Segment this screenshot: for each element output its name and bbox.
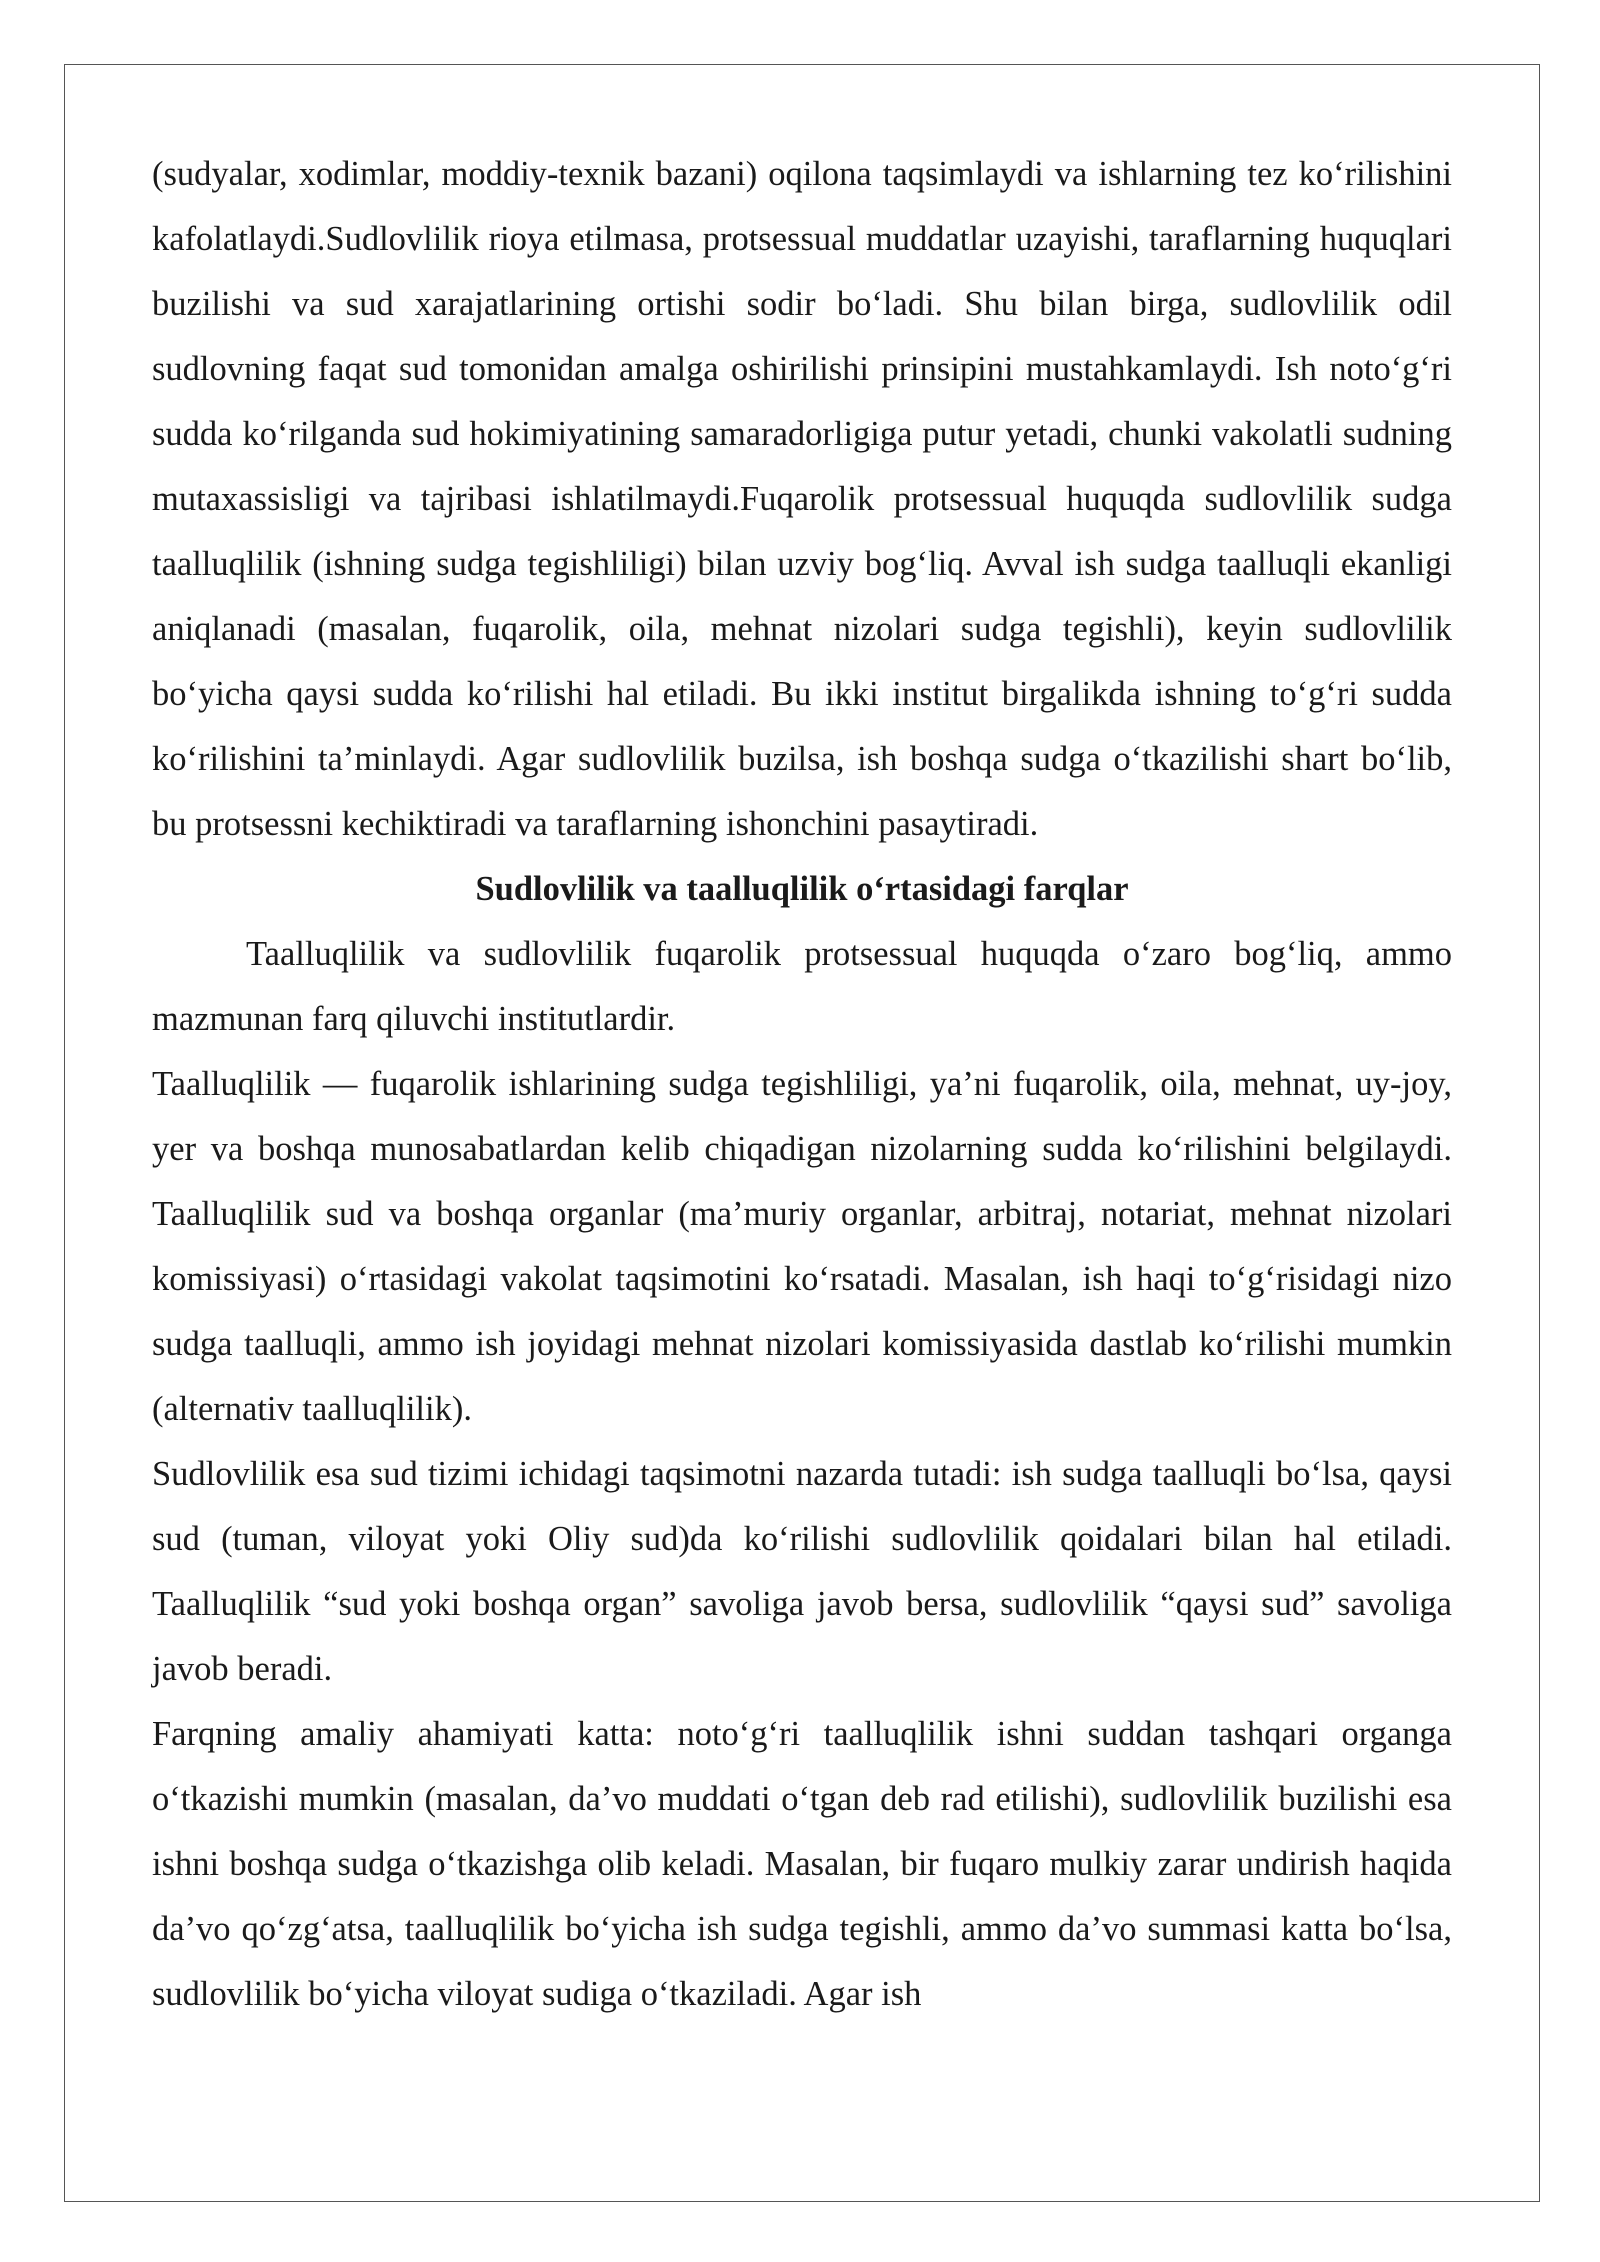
section-heading: Sudlovlilik va taalluqlilik o‘rtasidagi farqlar [475,870,1129,908]
paragraph-intro: Taalluqlilik va sudlovlilik fuqarolik protsessual huquqda o‘zaro bog‘liq, ammo mazmunan farq qiluvchi institutlardir. [152,935,1452,1038]
paragraph-taalluqlilik: Taalluqlilik — fuqarolik ishlarining sudga tegishliligi, ya’ni fuqarolik, oila, mehnat, uy-joy, yer va boshqa munosabatlardan kelib chiqadigan nizolarning sudda ko‘rilishini belgilaydi. Taalluqlilik sud va boshqa organlar (ma’muriy organlar, arbitraj, notariat, mehnat nizolari komissiyasi) o‘rtasidagi vakolat taqsimotini ko‘rsatadi. Masalan, ish haqi to‘g‘risidagi nizo sudga taalluqli, ammo ish joyidagi mehnat nizolari komissiyasida dastlab ko‘rilishi mumkin (alternativ taalluqlilik). [152,1065,1452,1428]
document-body [152,142,1452,2027]
paragraph-sudlovlilik: Sudlovlilik esa sud tizimi ichidagi taqsimotni nazarda tutadi: ish sudga taalluqli bo‘lsa, qaysi sud (tuman, viloyat yoki Oliy sud)da ko‘rilishi sudlovlilik qoidalari bilan hal etiladi. Taalluqlilik “sud yoki boshqa organ” savoliga javob bersa, sudlovlilik “qaysi sud” savoliga javob beradi. [152,1455,1452,1688]
paragraph-sudlovlilik-ahamiyati: (sudyalar, xodimlar, moddiy-texnik bazani) oqilona taqsimlaydi va ishlarning tez ko‘rilishini kafolatlaydi.Sudlovlilik rioya etilmasa, protsessual muddatlar uzayishi, taraflarning huquqlari buzilishi va sud xarajatlarining ortishi sodir bo‘ladi. Shu bilan birga, sudlovlilik odil sudlovning faqat sud tomonidan amalga oshirilishi prinsipini mustahkamlaydi. Ish noto‘g‘ri sudda ko‘rilganda sud hokimiyatining samaradorligiga putur yetadi, chunki vakolatli sudning mutaxassisligi va tajribasi ishlatilmaydi.Fuqarolik protsessual huquqda sudlovlilik sudga taalluqlilik (ishning sudga tegishliligi) bilan uzviy bog‘liq. Avval ish sudga taalluqli ekanligi aniqlanadi (masalan, fuqarolik, oila, mehnat nizolari sudga tegishli), keyin sudlovlilik bo‘yicha qaysi sudda ko‘rilishi hal etiladi. Bu ikki institut birgalikda ishning to‘g‘ri sudda ko‘rilishini ta’minlaydi. Agar sudlovlilik buzilsa, ish boshqa sudga o‘tkazilishi shart bo‘lib, bu protsessni kechiktiradi va taraflarning ishonchini pasaytiradi. [152,155,1452,843]
paragraph-farq: Farqning amaliy ahamiyati katta: noto‘g‘ri taalluqlilik ishni suddan tashqari organga o‘tkazishi mumkin (masalan, da’vo muddati o‘tgan deb rad etilishi), sudlovlilik buzilishi esa ishni boshqa sudga o‘tkazishga olib keladi. Masalan, bir fuqaro mulkiy zarar undirish haqida da’vo qo‘zg‘atsa, taalluqlilik bo‘yicha ish sudga tegishli, ammo da’vo summasi katta bo‘lsa, sudlovlilik bo‘yicha viloyat sudiga o‘tkaziladi. Agar ish [152,1715,1452,2013]
